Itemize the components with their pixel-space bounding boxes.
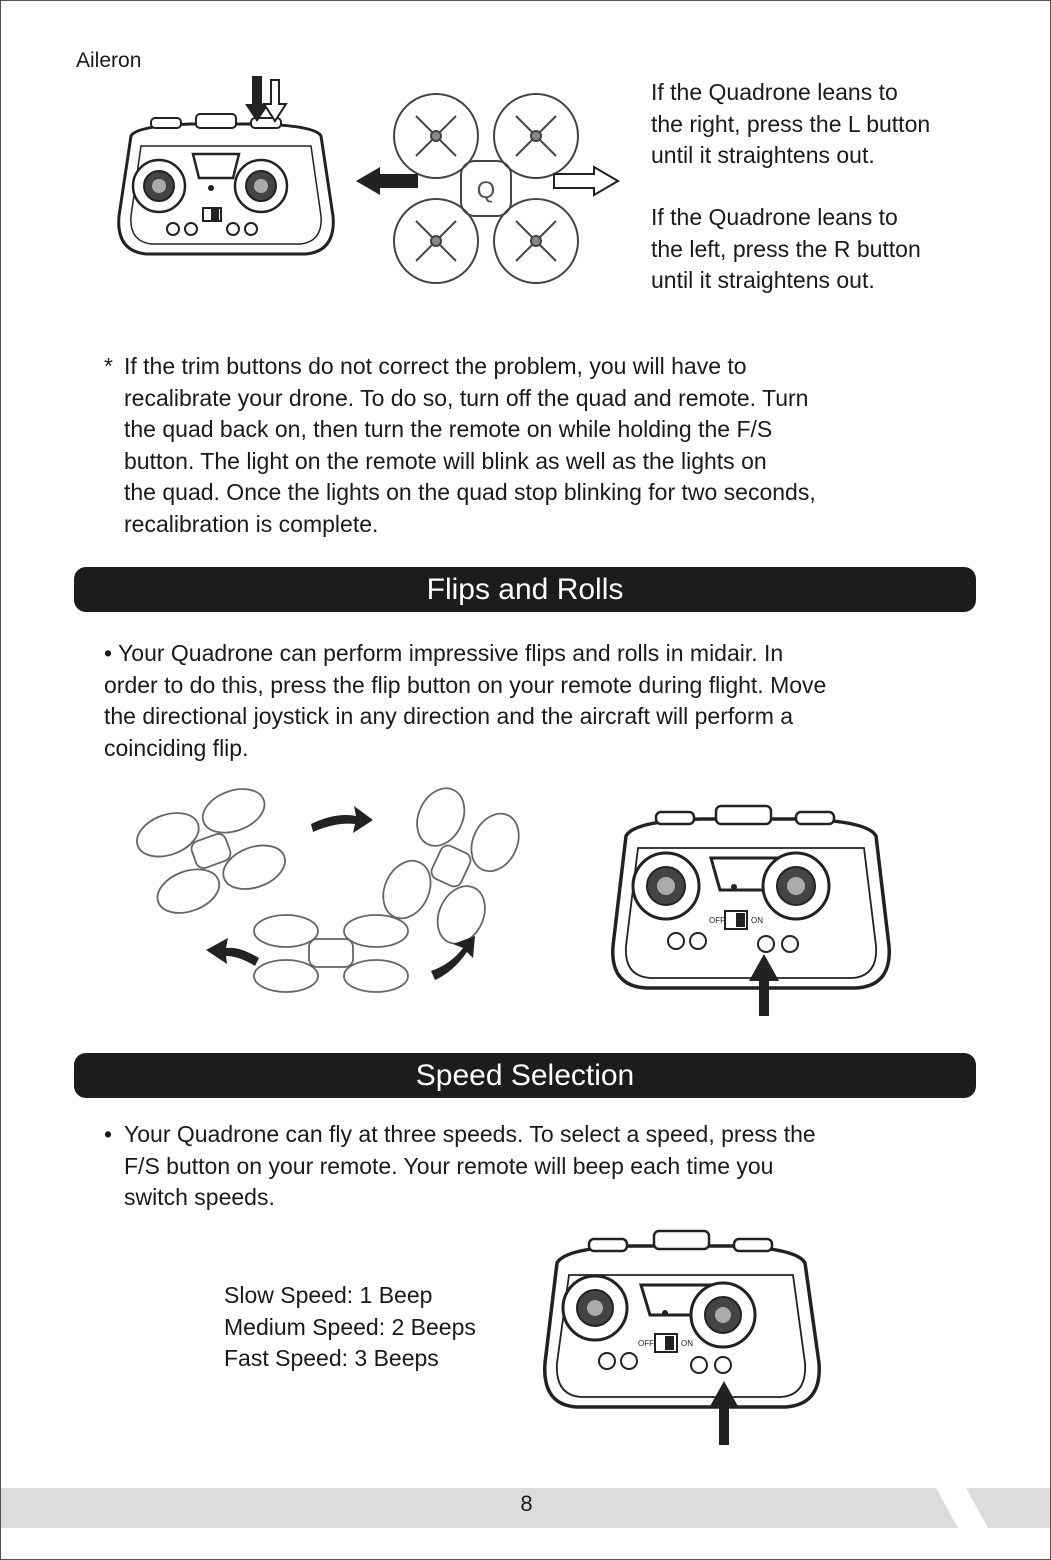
quadrone-top-view-illustration bbox=[356, 81, 621, 291]
svg-text:OFF: OFF bbox=[638, 1339, 654, 1348]
flipping-drones-illustration bbox=[131, 786, 511, 1011]
speed-levels-list bbox=[224, 1280, 476, 1375]
aileron-instruction-right: If the Quadrone leans to the right, press the L button until it straightens out. bbox=[651, 79, 931, 168]
left-arrow-icon bbox=[356, 167, 418, 195]
svg-text:OFF: OFF bbox=[709, 916, 725, 925]
speed-paragraph bbox=[104, 1119, 816, 1214]
speed-level-slow: Slow Speed: 1 Beep bbox=[224, 1282, 433, 1308]
trim-arrows-icon bbox=[244, 76, 289, 126]
right-arrow-icon bbox=[554, 167, 618, 195]
trim-note-text: If the trim buttons do not correct the problem, you will have to recalibrate your drone. To do so, turn off the quad and remote. Turn the quad back on, then turn the remote on while holding the F/S button. The light on the remote will blink as well as the lights on the quad. Once the lights on the quad stop blinking for two seconds, recalibration is complete. bbox=[124, 353, 816, 537]
section-heading-speed: Speed Selection bbox=[74, 1053, 976, 1098]
speed-level-fast: Fast Speed: 3 Beeps bbox=[224, 1345, 439, 1371]
aileron-label: Aileron bbox=[76, 49, 142, 72]
remote-controller-speed-illustration bbox=[539, 1213, 829, 1448]
speed-level-medium: Medium Speed: 2 Beeps bbox=[224, 1313, 476, 1340]
section-heading-flips: Flips and Rolls bbox=[74, 567, 976, 612]
trim-note bbox=[104, 351, 816, 540]
bullet-mark: • bbox=[104, 640, 113, 666]
drone-logo-letter: Q bbox=[476, 177, 496, 204]
remote-controller-flip-illustration bbox=[606, 786, 896, 1016]
svg-text:ON: ON bbox=[751, 916, 763, 925]
flips-paragraph bbox=[104, 638, 964, 764]
svg-text:ON: ON bbox=[681, 1339, 693, 1348]
bullet-mark: • bbox=[104, 1121, 113, 1147]
remote-controller-aileron-illustration bbox=[111, 76, 341, 261]
aileron-instruction-left: If the Quadrone leans to the left, press the R button until it straightens out. bbox=[651, 204, 921, 293]
rotation-arrow-icon bbox=[206, 938, 259, 966]
asterisk-mark: * bbox=[104, 353, 113, 379]
page-number: 8 bbox=[520, 1491, 533, 1516]
rotation-arrow-icon bbox=[311, 806, 373, 833]
flips-text: Your Quadrone can perform impressive flips and rolls in midair. In order to do this, press the flip button on your remote during flight. Move the directional joystick in any direction and the aircraft will perform a coinciding flip. bbox=[104, 640, 827, 761]
speed-text: Your Quadrone can fly at three speeds. To select a speed, press the F/S button on your remote. Your remote will beep each time you switch speeds. bbox=[124, 1121, 816, 1210]
